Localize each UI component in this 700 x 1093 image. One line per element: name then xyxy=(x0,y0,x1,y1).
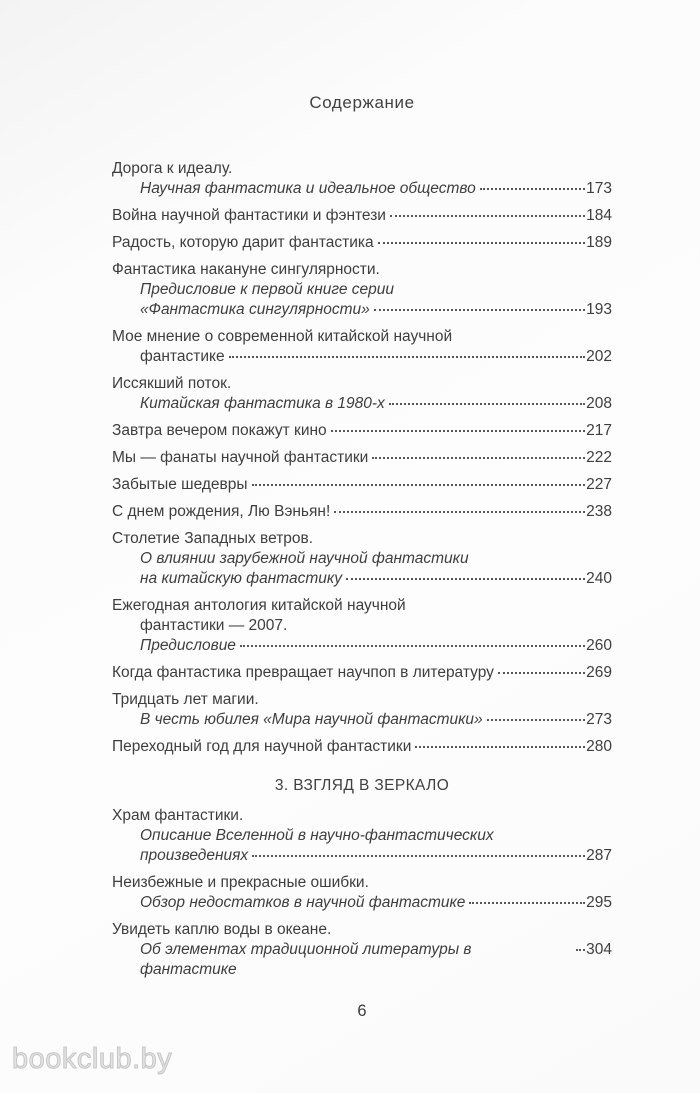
toc-title: «Фантастика сингулярности» xyxy=(140,301,370,318)
page-number: 6 xyxy=(357,1002,367,1020)
toc-line xyxy=(112,940,612,980)
toc-title: В честь юбилея «Мира научной фантастики» xyxy=(140,711,483,728)
toc-entry xyxy=(112,502,612,522)
toc-entry xyxy=(112,920,612,980)
toc-entry xyxy=(112,233,612,253)
page-ref: 238 xyxy=(586,503,612,520)
toc-title: Ежегодная антология китайской научной xyxy=(112,597,406,614)
toc-line xyxy=(112,374,612,394)
toc-title: Переходный год для научной фантастики xyxy=(112,738,412,755)
page-ref: 217 xyxy=(586,422,612,439)
toc-entry xyxy=(112,421,612,441)
toc-line xyxy=(112,159,612,179)
toc-line xyxy=(112,569,612,589)
toc-entry xyxy=(112,663,612,683)
toc-title: произведениях xyxy=(140,847,249,864)
page-ref: 208 xyxy=(586,395,612,412)
toc-title: Мое мнение о современной китайской научной xyxy=(112,328,453,345)
page-ref: 280 xyxy=(586,738,612,755)
page-ref: 184 xyxy=(586,207,612,224)
page-ref: 273 xyxy=(586,711,612,728)
page-ref: 173 xyxy=(586,180,612,197)
toc-title: Столетие Западных ветров. xyxy=(112,530,314,547)
page-ref: 202 xyxy=(586,348,612,365)
toc-title: Забытые шедевры xyxy=(112,476,248,493)
section-header: 3. ВЗГЛЯД В ЗЕРКАЛО xyxy=(274,777,450,794)
toc-title: Радость, которую дарит фантастика xyxy=(112,234,374,251)
toc-title: О влиянии зарубежной научной фантастики xyxy=(140,550,469,567)
toc-entry xyxy=(112,873,612,913)
toc-entry xyxy=(112,737,612,757)
toc-title: Неизбежные и прекрасные ошибки. xyxy=(112,874,369,891)
page-ref: 193 xyxy=(586,301,612,318)
toc-line xyxy=(112,806,612,826)
toc-line xyxy=(112,502,612,522)
toc-title: Завтра вечером покажут кино xyxy=(112,422,327,439)
toc-title: Война научной фантастики и фэнтези xyxy=(112,207,386,224)
toc-entry xyxy=(112,260,612,320)
toc-line xyxy=(112,710,612,730)
toc-title: Фантастика накануне сингулярности. xyxy=(112,261,380,278)
toc-entry xyxy=(112,690,612,730)
toc-line xyxy=(112,347,612,367)
page-ref: 304 xyxy=(586,941,612,958)
toc-title: на китайскую фантастику xyxy=(140,570,342,587)
toc-line xyxy=(112,179,612,199)
page-ref: 222 xyxy=(586,449,612,466)
toc-title: Храм фантастики. xyxy=(112,807,244,824)
toc-entry xyxy=(112,596,612,656)
toc-line xyxy=(112,421,612,441)
page-ref: 240 xyxy=(586,570,612,587)
toc-title: Об элементах традиционной литературы в фантастике xyxy=(140,941,476,978)
page-ref: 269 xyxy=(586,664,612,681)
toc-line xyxy=(112,596,612,616)
toc-title: Китайская фантастика в 1980-х xyxy=(140,395,385,412)
toc-line xyxy=(112,690,612,710)
toc-line xyxy=(112,920,612,940)
toc-entry xyxy=(112,806,612,866)
toc-entry xyxy=(112,327,612,367)
toc-line xyxy=(112,300,612,320)
page-ref: 260 xyxy=(586,637,612,654)
toc-title: Увидеть каплю воды в океане. xyxy=(112,921,332,938)
page-ref: 287 xyxy=(586,847,612,864)
toc-title: Предисловие к первой книге серии xyxy=(140,281,395,298)
page-ref: 227 xyxy=(586,476,612,493)
toc-title: Обзор недостатков в научной фантастике xyxy=(140,894,466,911)
toc-line xyxy=(112,636,612,656)
toc-title: Описание Вселенной в научно-фантастических xyxy=(140,827,494,844)
toc-title: Дорога к идеалу. xyxy=(112,160,233,177)
toc-line xyxy=(112,233,612,253)
toc-title: Тридцать лет магии. xyxy=(112,691,259,708)
toc-title: Мы — фанаты научной фантастики xyxy=(112,449,369,466)
page-ref: 189 xyxy=(586,234,612,251)
toc-line xyxy=(112,280,612,300)
toc-line xyxy=(112,475,612,495)
toc-title: Предисловие xyxy=(140,637,236,654)
toc-line xyxy=(112,616,612,636)
toc-line xyxy=(112,394,612,414)
toc-line xyxy=(112,893,612,913)
toc-entry xyxy=(112,159,612,199)
toc-line xyxy=(112,327,612,347)
toc-line xyxy=(112,826,612,846)
toc-title: фантастики — 2007. xyxy=(140,617,288,634)
toc-entry xyxy=(112,475,612,495)
toc-entry xyxy=(112,206,612,226)
toc-title: Научная фантастика и идеальное общество xyxy=(140,180,476,197)
toc-line xyxy=(112,529,612,549)
toc-line xyxy=(112,260,612,280)
toc-line xyxy=(112,663,612,683)
toc-line xyxy=(112,206,612,226)
page-title: Содержание xyxy=(309,93,415,112)
toc-line xyxy=(112,737,612,757)
toc-title: С днем рождения, Лю Вэньян! xyxy=(112,503,331,520)
toc-line xyxy=(112,846,612,866)
page-ref: 295 xyxy=(586,894,612,911)
toc-line xyxy=(112,549,612,569)
toc-entry xyxy=(112,374,612,414)
toc-title: Когда фантастика превращает научпоп в литературу xyxy=(112,664,494,681)
toc-title: Иссякший поток. xyxy=(112,375,232,392)
toc-line xyxy=(112,873,612,893)
toc-line xyxy=(112,448,612,468)
watermark: bookclub.by xyxy=(12,1043,173,1075)
toc-entry xyxy=(112,448,612,468)
toc xyxy=(112,159,612,980)
toc-entry xyxy=(112,529,612,589)
toc-title: фантастике xyxy=(140,348,225,365)
